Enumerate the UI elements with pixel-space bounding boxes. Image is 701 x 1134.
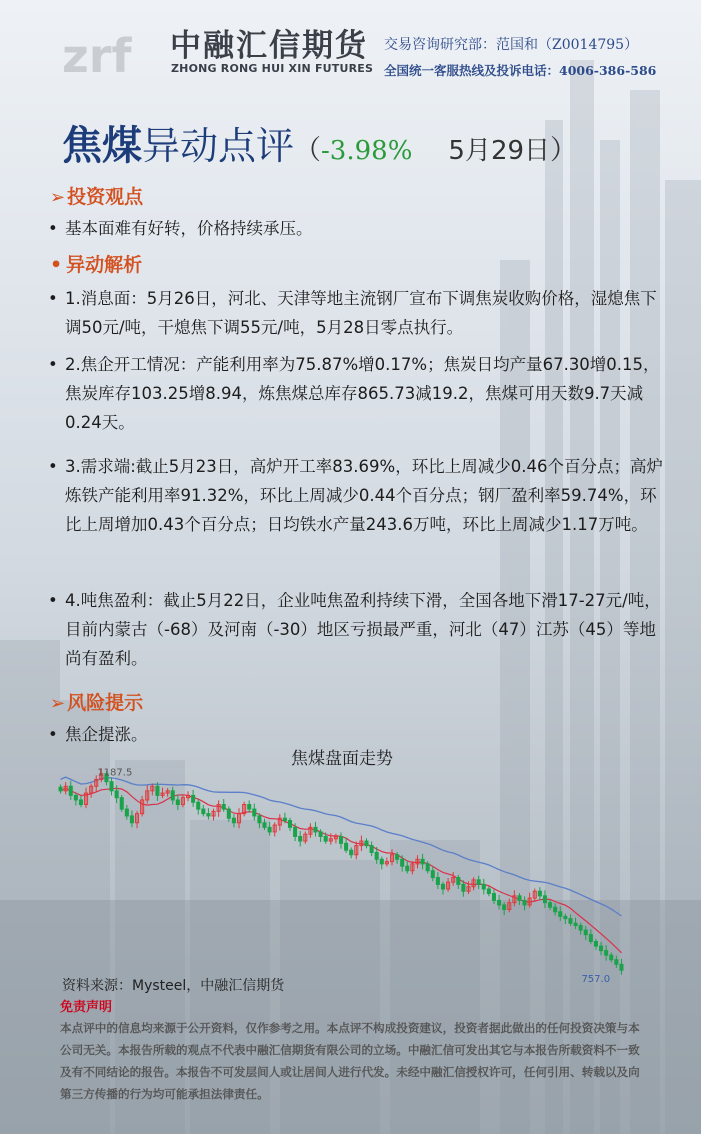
view-point-text: 基本面难有好转，价格持续承压。	[65, 219, 313, 238]
candle-body	[584, 930, 587, 935]
section-label: 投资观点	[67, 186, 144, 208]
candle-body	[314, 827, 317, 832]
candle-body	[120, 798, 123, 809]
analysis-point-text: 3.需求端:截止5月23日，高炉开工率83.69%，环比上周减少0.46个百分点；高炉炼铁产能利用率91.32%，环比上周减少0.44个百分点；钢厂盈利率59.74%，环比上周增加0.43个百分点；日均铁水产量243.6万吨，环比上周减少1.17万吨。	[65, 457, 663, 534]
candle-body	[594, 941, 597, 946]
candle-body	[523, 900, 526, 905]
candle-body	[396, 855, 399, 860]
candle-body	[406, 866, 409, 871]
candle-body	[171, 791, 174, 800]
section-heading-risk	[50, 688, 143, 715]
logo-letters: zrf	[62, 29, 132, 80]
risk-point-text: 焦企提涨。	[65, 725, 148, 744]
disclaimer-text: 本点评中的信息均来源于公开资料，仅作参考之用。本点评不构成投资建议，投资者据此做出的任何投资决策与本公司无关。本报告所载的观点不代表中融汇信期货有限公司的立场。中融汇信可发出其它与本报告所载资料不一致及有不同结论的报告。本报告不可发层间人或让居间人进行代发。未经中融汇信授权许可，任何引用、转载以及向第三方传播的行为均可能承担法律责任。	[60, 1021, 640, 1101]
research-dept-line: 交易咨询研究部：范国和（Z0014795）	[384, 37, 639, 53]
candle-body	[350, 850, 353, 855]
candle-body	[345, 843, 348, 850]
candle-body	[477, 880, 480, 885]
candle-body	[253, 809, 256, 816]
candle-body	[74, 795, 77, 800]
bullet-dot-icon: •	[48, 355, 58, 374]
candle-body	[299, 836, 302, 841]
arrow-right-icon: ➢	[50, 693, 66, 714]
bullet-dot-icon: •	[50, 254, 63, 276]
candle-body	[620, 964, 623, 970]
candle-body	[283, 818, 286, 820]
candle-body	[197, 802, 200, 809]
bullet-dot-icon: •	[48, 219, 58, 238]
candle-body	[569, 919, 572, 924]
logo-name-cn: 中融汇信期货	[170, 28, 368, 64]
company-logo-icon	[62, 14, 162, 80]
candle-body	[248, 805, 251, 810]
bullet-dot-icon: •	[48, 289, 58, 308]
candle-body	[615, 960, 618, 965]
candle-body	[401, 859, 404, 866]
candle-body	[207, 814, 210, 816]
candle-body	[268, 827, 271, 832]
candle-body	[192, 795, 195, 802]
candle-body	[579, 926, 582, 931]
title-change-pct: -3.98%	[321, 136, 413, 166]
analysis-point	[48, 350, 668, 437]
candle-body	[202, 809, 205, 814]
candle-body	[436, 878, 439, 885]
candle-body	[503, 905, 506, 910]
candle-body	[431, 871, 434, 878]
hotline-line: 全国统一客服热线及投诉电话：4006-386-586	[384, 63, 657, 78]
candle-body	[227, 809, 230, 818]
section-label: 异动解析	[66, 254, 143, 276]
candle-body	[605, 951, 608, 956]
candle-body	[538, 891, 541, 896]
candle-body	[365, 841, 368, 846]
chart-high-label: 1187.5	[97, 767, 133, 779]
data-source: 资料来源：Mysteel，中融汇信期货	[62, 978, 285, 994]
candle-body	[370, 846, 373, 853]
analysis-point	[48, 452, 668, 539]
logo-name-en: ZHONG RONG HUI XIN FUTURES	[171, 62, 374, 75]
analysis-point-text: 2.焦企开工情况：产能利用率为75.87%增0.17%；焦炭日均产量67.30增0.15，焦炭库存103.25增8.94，炼焦煤总库存865.73减19.2，焦煤可用天数9.7天减0.24天。	[65, 355, 660, 432]
candle-body	[462, 884, 465, 891]
candle-body	[110, 782, 113, 791]
page-title	[62, 114, 577, 171]
bullet-dot-icon: •	[48, 457, 58, 476]
candle-body	[176, 800, 179, 805]
candle-body	[375, 852, 378, 859]
candle-body	[441, 884, 444, 889]
candle-body	[69, 786, 72, 795]
arrow-right-icon: ➢	[50, 187, 66, 208]
candle-body	[543, 896, 546, 903]
candle-body	[125, 809, 128, 816]
section-heading-analysis	[50, 250, 142, 277]
candle-body	[549, 903, 552, 908]
candle-body	[288, 821, 291, 828]
candle-body	[492, 894, 495, 901]
candle-body	[518, 896, 521, 901]
candle-body	[115, 791, 118, 798]
section-heading-view	[50, 182, 143, 209]
candle-body	[498, 900, 501, 905]
candle-body	[559, 912, 562, 917]
price-candlestick-chart	[56, 760, 636, 990]
candle-body	[482, 884, 485, 889]
candle-body	[421, 859, 424, 864]
bullet-dot-icon: •	[48, 591, 58, 610]
candle-body	[156, 786, 159, 795]
title-paren-open: （	[294, 135, 322, 166]
candle-body	[130, 816, 133, 823]
candle-body	[232, 818, 235, 823]
candle-body	[294, 827, 297, 836]
candle-body	[324, 836, 327, 841]
candle-body	[457, 878, 460, 885]
candle-body	[263, 823, 266, 828]
candle-body	[600, 946, 603, 951]
title-event: 异动点评	[142, 124, 295, 168]
candle-body	[487, 889, 490, 894]
candle-body	[426, 864, 429, 871]
candle-body	[79, 800, 82, 805]
candle-body	[564, 916, 567, 918]
analysis-point-text: 1.消息面：5月26日，河北、天津等地主流钢厂宣布下调焦炭收购价格，湿熄焦下调50元/吨，干熄焦下调55元/吨，5月28日零点执行。	[65, 289, 657, 337]
analysis-point-text: 4.吨焦盈利：截止5月22日，企业吨焦盈利持续下滑，全国各地下滑17-27元/吨，目前内蒙古（-68）及河南（-30）地区亏损最严重，河北（47）江苏（45）等地尚有盈利。	[65, 591, 661, 668]
candle-body	[339, 836, 342, 843]
candle-body	[258, 816, 261, 823]
chart-title: 焦煤盘面走势	[291, 749, 393, 769]
view-point	[48, 214, 668, 243]
candle-body	[589, 935, 592, 942]
title-product: 焦煤	[62, 123, 142, 169]
chart-low-label: 757.0	[581, 974, 611, 986]
bullet-dot-icon: •	[48, 725, 58, 744]
candle-body	[222, 805, 225, 810]
candle-body	[380, 859, 383, 864]
analysis-point	[48, 284, 668, 342]
section-label: 风险提示	[67, 692, 144, 714]
title-paren-close: ）	[550, 135, 578, 166]
title-date: 5月29日	[448, 136, 551, 166]
candle-body	[610, 955, 613, 960]
candle-body	[319, 832, 322, 837]
candle-body	[554, 907, 557, 912]
candle-body	[574, 923, 577, 925]
candle-body	[59, 787, 62, 791]
analysis-point	[48, 586, 668, 673]
moving-average-fast-line	[61, 788, 622, 952]
disclaimer-title: 免责声明	[60, 1000, 113, 1015]
